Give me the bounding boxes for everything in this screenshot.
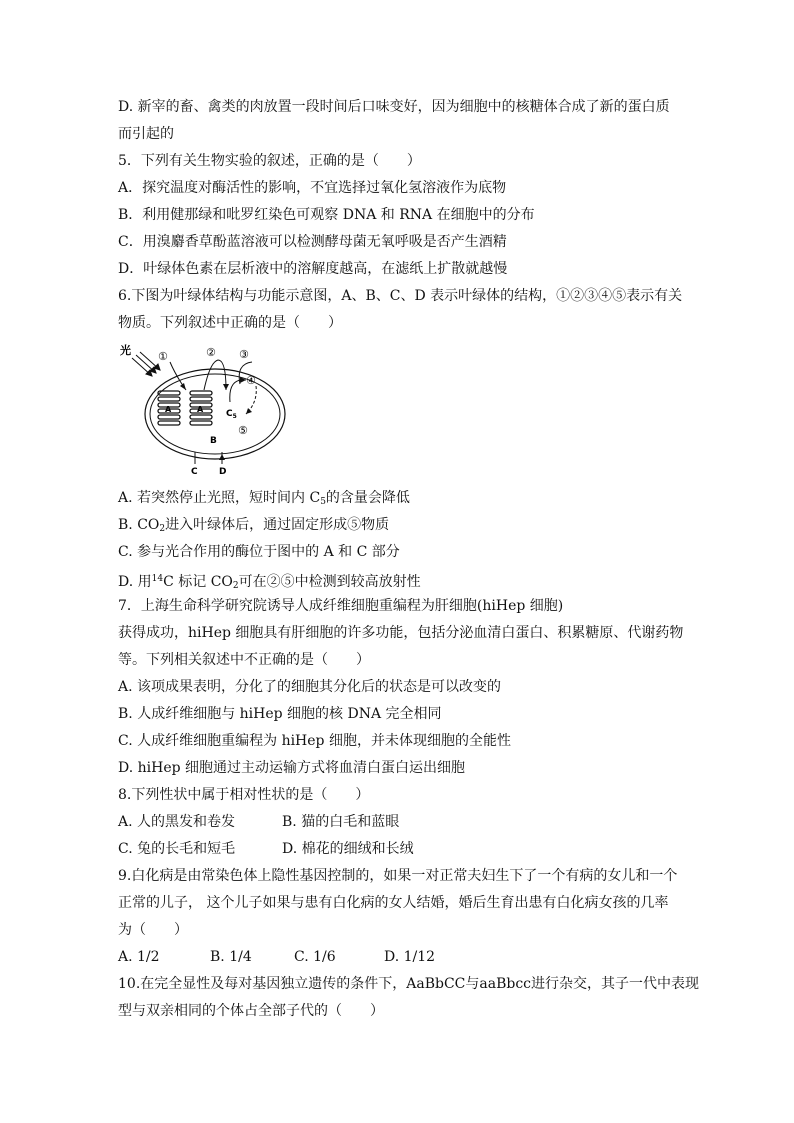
q7-stem-line3: 等。下列相关叙述中不正确的是（ ） [118, 652, 370, 668]
q6-option-c: C. 参与光合作用的酶位于图中的 A 和 C 部分 [118, 544, 400, 560]
label-b: B [210, 436, 217, 446]
label-d: D [219, 467, 227, 475]
q9-stem-line3: 为（ ） [118, 922, 188, 938]
exam-page [118, 94, 700, 1025]
q9-options [118, 944, 688, 971]
q9-option-a: A. 1/2 [118, 949, 160, 965]
q8-stem: 8.下列性状中属于相对性状的是（ ） [118, 787, 370, 803]
q6-option-b: B. $CO_2$进入叶绿体后，通过固定形成⑤物质 [118, 517, 390, 534]
q6-stem-line1: 6.下图为叶绿体结构与功能示意图，A、B、C、D 表示叶绿体的结构，①②③④⑤表示有关 [118, 288, 683, 304]
q7-option-a: A. 该项成果表明，分化了的细胞其分化后的状态是可以改变的 [118, 679, 502, 695]
q8-options-row1 [118, 809, 688, 836]
q8-option-d: D. 棉花的细绒和长绒 [282, 841, 414, 857]
q4-option-d-line2: 而引起的 [118, 126, 174, 142]
q9-option-c: C. 1/6 [294, 949, 336, 965]
q7-stem-line2: 获得成功，hiHep 细胞具有肝细胞的许多功能，包括分泌血清白蛋白、积累糖原、代谢药物 [118, 625, 684, 641]
label-c: C [191, 467, 198, 475]
q10-stem-line1: 10.在完全显性及每对基因独立遗传的条件下，AaBbCC与aaBbcc进行杂交，其子一代中表现 [118, 976, 700, 992]
q9-stem-line2: 正常的儿子， 这个儿子如果与患有白化病的女人结婚，婚后生育出患有白化病女孩的几率 [118, 895, 669, 911]
light-label: 光 [120, 344, 131, 357]
chloroplast-diagram [118, 340, 298, 475]
c5-label: $C_5$ [226, 409, 237, 420]
q5-option-c: C．用溴麝香草酚蓝溶液可以检测酵母菌无氧呼吸是否产生酒精 [118, 234, 507, 250]
q8-option-c: C. 兔的长毛和短毛 [118, 841, 236, 857]
light-arrows [132, 352, 160, 376]
q7-stem-line1: 7．上海生命科学研究院诱导人成纤维细胞重编程为肝细胞(hiHep 细胞) [118, 598, 564, 614]
q4-option-d-line1: D. 新宰的畜、禽类的肉放置一段时间后口味变好，因为细胞中的核糖体合成了新的蛋白质 [118, 99, 670, 115]
marker-2: ② [206, 346, 216, 359]
q10-stem-line2: 型与双亲相同的个体占全部子代的（ ） [118, 1003, 384, 1019]
q6-option-d: D. 用$^{14}$C 标记 $CO_2$可在②⑤中检测到较高放射性 [118, 574, 421, 591]
marker-3: ③ [239, 348, 249, 361]
marker-4: ④ [246, 374, 256, 387]
q5-stem: 5．下列有关生物实验的叙述，正确的是（ ） [118, 153, 421, 169]
q7-option-d: D. hiHep 细胞通过主动运输方式将血清白蛋白运出细胞 [118, 760, 466, 776]
label-a-left: A [165, 405, 172, 414]
q6-option-a: A. 若突然停止光照，短时间内 $C_5$的含量会降低 [118, 490, 410, 507]
marker-5: ⑤ [238, 424, 248, 437]
q7-option-b: B. 人成纤维细胞与 hiHep 细胞的核 DNA 完全相同 [118, 706, 442, 722]
q8-option-b: B. 猫的白毛和蓝眼 [282, 814, 400, 830]
q5-option-a: A．探究温度对酶活性的影响，不宜选择过氧化氢溶液作为底物 [118, 180, 507, 196]
q5-option-d: D．叶绿体色素在层析液中的溶解度越高，在滤纸上扩散就越慢 [118, 261, 508, 277]
q8-option-a: A. 人的黑发和卷发 [118, 814, 236, 830]
label-a-right: A [197, 405, 204, 414]
q5-option-b: B．利用健那绿和吡罗红染色可观察 DNA 和 RNA 在细胞中的分布 [118, 207, 535, 223]
q7-option-c: C. 人成纤维细胞重编程为 hiHep 细胞，并未体现细胞的全能性 [118, 733, 511, 749]
marker-1: ① [158, 350, 168, 363]
q8-options-row2 [118, 836, 688, 863]
q9-stem-line1: 9.白化病是由常染色体上隐性基因控制的，如果一对正常夫妇生下了一个有病的女儿和一个 [118, 868, 678, 884]
q9-option-b: B. 1/4 [210, 949, 252, 965]
q6-stem-line2: 物质。下列叙述中正确的是（ ） [118, 315, 342, 331]
q9-option-d: D. 1/12 [384, 949, 436, 965]
